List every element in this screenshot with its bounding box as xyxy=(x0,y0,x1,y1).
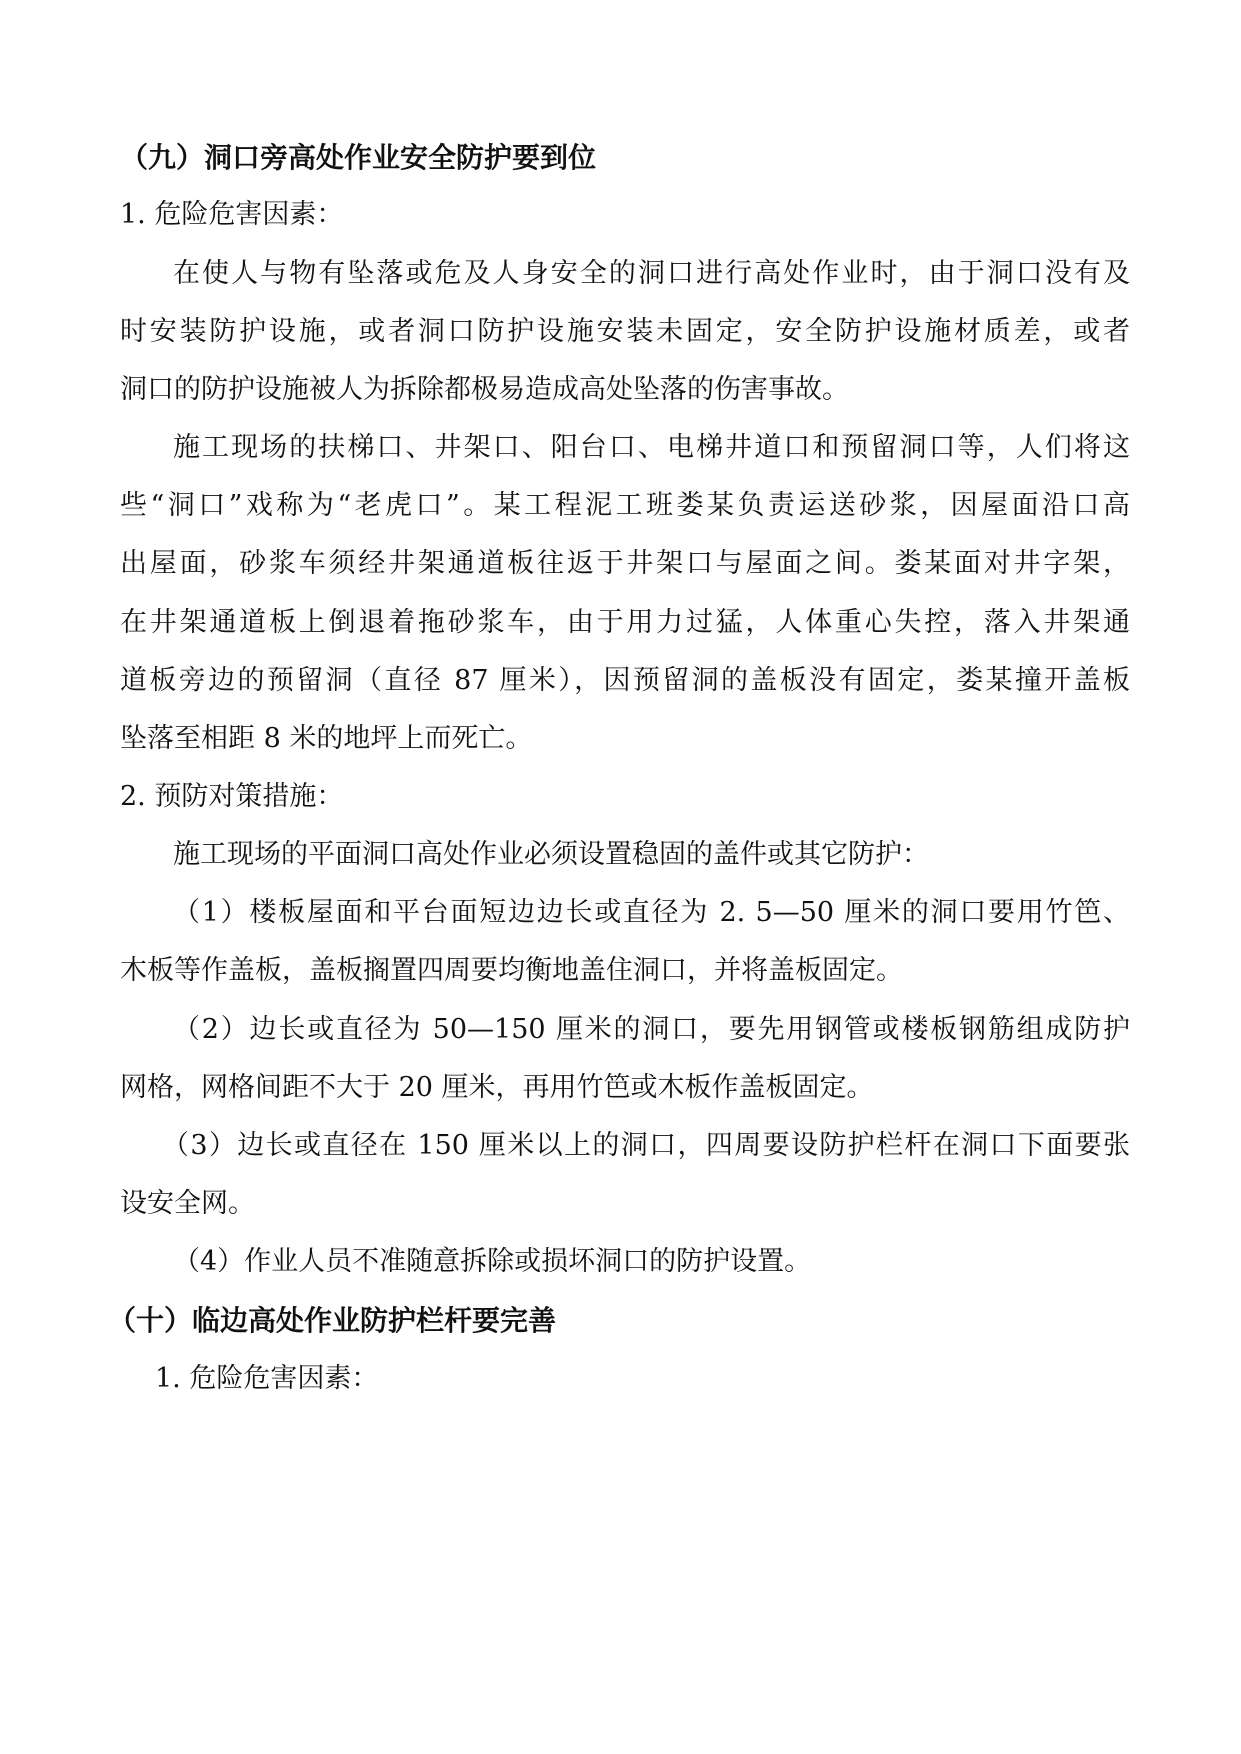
section-9-heading: （九）洞口旁高处作业安全防护要到位 xyxy=(120,141,597,174)
section-9-risk-title: 1. 危险危害因素： xyxy=(120,199,344,230)
paragraph-line: 洞口的防护设施被人为拆除都极易造成高处坠落的伤害事故。 xyxy=(120,374,849,405)
list-item-line: （1）楼板屋面和平台面短边边长或直径为 2. 5—50 厘米的洞口要用竹笆、 xyxy=(173,897,1130,928)
paragraph-line: 时安装防护设施，或者洞口防护设施安装未固定，安全防护设施材质差，或者 xyxy=(120,316,1130,347)
measures-intro: 施工现场的平面洞口高处作业必须设置稳固的盖件或其它防护： xyxy=(173,839,929,870)
paragraph-line: 在井架通道板上倒退着拖砂浆车，由于用力过猛，人体重心失控，落入井架通 xyxy=(120,607,1130,638)
paragraph-line: 施工现场的扶梯口、井架口、阳台口、电梯井道口和预留洞口等，人们将这 xyxy=(173,432,1130,463)
section-10-heading: （十）临边高处作业防护栏杆要完善 xyxy=(108,1304,557,1337)
list-item-line: （4）作业人员不准随意拆除或损坏洞口的防护设置。 xyxy=(173,1246,812,1277)
section-9-measures-title: 2. 预防对策措施： xyxy=(120,781,344,812)
list-item-line: （2）边长或直径为 50—150 厘米的洞口，要先用钢管或楼板钢筋组成防护 xyxy=(173,1014,1130,1045)
paragraph-line: 坠落至相距 8 米的地坪上而死亡。 xyxy=(120,723,533,754)
section-10-risk-title: 1. 危险危害因素： xyxy=(155,1363,379,1394)
paragraph-line: 出屋面，砂浆车须经井架通道板往返于井架口与屋面之间。娄某面对井字架， xyxy=(120,548,1130,579)
list-item-line: 木板等作盖板，盖板搁置四周要均衡地盖住洞口，并将盖板固定。 xyxy=(120,955,903,986)
list-item-line: 设安全网。 xyxy=(120,1188,255,1219)
paragraph-line: 在使人与物有坠落或危及人身安全的洞口进行高处作业时，由于洞口没有及 xyxy=(173,258,1130,289)
list-item-line: 网格，网格间距不大于 20 厘米，再用竹笆或木板作盖板固定。 xyxy=(120,1072,874,1103)
list-item-line: （3）边长或直径在 150 厘米以上的洞口，四周要设防护栏杆在洞口下面要张 xyxy=(162,1130,1130,1161)
paragraph-line: 些“洞口”戏称为“老虎口”。某工程泥工班娄某负责运送砂浆，因屋面沿口高 xyxy=(120,490,1130,521)
paragraph-line: 道板旁边的预留洞（直径 87 厘米），因预留洞的盖板没有固定，娄某撞开盖板 xyxy=(120,665,1130,696)
